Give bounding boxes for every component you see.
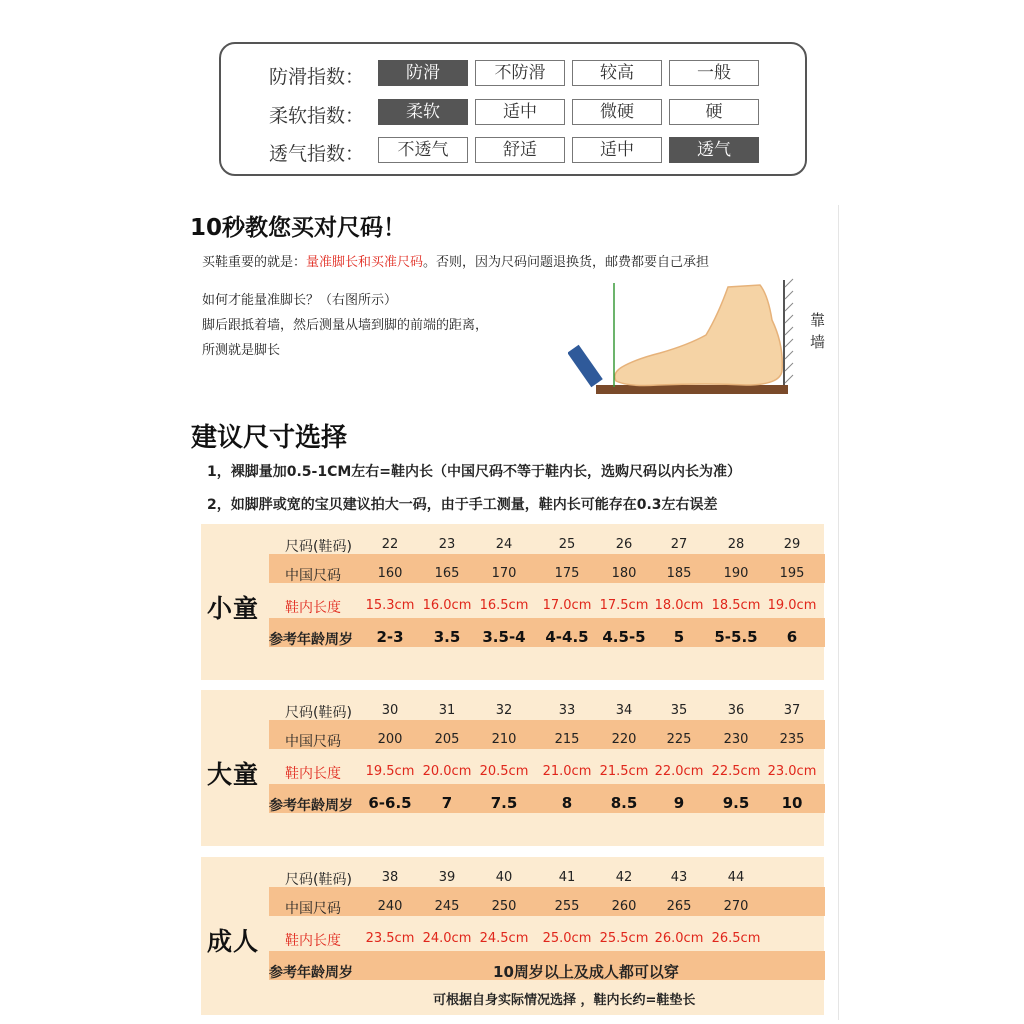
pencil-icon <box>568 345 603 387</box>
table-cell-size: 33 <box>558 703 576 718</box>
how-line-1: 脚后跟抵着墙，然后测量从墙到脚的前端的距离， <box>202 318 489 333</box>
table-cell-cn: 195 <box>779 566 805 581</box>
intro-suffix: 。否则，因为尺码问题退换货，邮费都要自己承担 <box>423 255 710 270</box>
table-cell-cn: 200 <box>377 732 403 747</box>
table-cell-age: 3.5-4 <box>482 628 526 646</box>
table-cell-length: 21.0cm <box>542 764 592 779</box>
table-cell-length: 18.5cm <box>711 598 761 613</box>
table-cell-length: 20.0cm <box>422 764 472 779</box>
row-label-cn: 中国尺码 <box>285 734 341 750</box>
softness-option-4: 硬 <box>669 99 759 125</box>
row-label-age: 参考年龄周岁 <box>269 798 353 814</box>
row-label-age: 参考年龄周岁 <box>269 965 353 981</box>
intro-title: 10秒教您买对尺码！ <box>190 215 407 241</box>
intro-line <box>202 251 709 270</box>
table-cell-size: 38 <box>381 870 399 885</box>
index-box <box>219 42 807 176</box>
intro-prefix: 买鞋重要的就是： <box>202 255 307 270</box>
table-cell-cn: 265 <box>666 899 692 914</box>
table-title: 大童 <box>207 760 260 789</box>
slip-index-row <box>221 60 805 90</box>
table-cell-age: 6-6.5 <box>368 794 412 812</box>
table-cell-size: 32 <box>495 703 513 718</box>
table-cell-cn: 205 <box>434 732 460 747</box>
how-line-2: 所测就是脚长 <box>202 343 281 358</box>
table-cell-size: 35 <box>670 703 688 718</box>
wall-hatch <box>785 279 793 383</box>
softness-index-label: 柔软指数： <box>269 105 365 127</box>
wall-char-2: 墙 <box>810 333 826 351</box>
softness-option-1: 柔软 <box>378 99 468 125</box>
table-cell-age: 8 <box>561 794 573 812</box>
size-table-2 <box>201 690 824 846</box>
wall-label <box>810 309 825 353</box>
table-cell-cn: 240 <box>377 899 403 914</box>
breath-option-1: 不透气 <box>378 137 468 163</box>
table-cell-cn: 270 <box>723 899 749 914</box>
advice-title: 建议尺寸选择 <box>191 423 348 453</box>
table-cell-size: 23 <box>438 537 456 552</box>
table-cell-size: 31 <box>438 703 456 718</box>
table-cell-cn: 235 <box>779 732 805 747</box>
table-cell-cn: 210 <box>491 732 517 747</box>
table-cell-size: 25 <box>558 537 576 552</box>
how-title: 如何才能量准脚长？（右图所示） <box>202 293 398 308</box>
table-cell-length: 24.0cm <box>422 931 472 946</box>
table-cell-length: 19.0cm <box>767 598 817 613</box>
table-cell-size: 29 <box>783 537 801 552</box>
advice-line-2: 2，如脚胖或宽的宝贝建议拍大一码，由于手工测量，鞋内长可能存在0.3左右误差 <box>207 497 718 513</box>
softness-index-row <box>221 99 805 129</box>
table-cell-age: 8.5 <box>610 794 638 812</box>
slip-option-4: 一般 <box>669 60 759 86</box>
table-cell-size: 27 <box>670 537 688 552</box>
breathability-index-label: 透气指数： <box>269 143 365 165</box>
table-cell-age: 10 <box>781 794 803 812</box>
table-cell-cn: 230 <box>723 732 749 747</box>
table-cell-length: 25.0cm <box>542 931 592 946</box>
table-cell-age: 3.5 <box>433 628 461 646</box>
table-cell-size: 22 <box>381 537 399 552</box>
slip-index-label: 防滑指数： <box>269 66 365 88</box>
table-cell-length: 24.5cm <box>479 931 529 946</box>
table-cell-size: 36 <box>727 703 745 718</box>
row-label-size: 尺码(鞋码) <box>285 872 352 888</box>
table-cell-age: 7.5 <box>490 794 518 812</box>
footer-note: 可根据自身实际情况选择 ，鞋内长约=鞋垫长 <box>433 993 696 1008</box>
table-cell-size: 34 <box>615 703 633 718</box>
row-label-size: 尺码(鞋码) <box>285 705 352 721</box>
table-cell-length: 16.5cm <box>479 598 529 613</box>
table-cell-length: 17.0cm <box>542 598 592 613</box>
row-label-cn: 中国尺码 <box>285 901 341 917</box>
table-cell-length: 22.5cm <box>711 764 761 779</box>
table-cell-length: 26.0cm <box>654 931 704 946</box>
table-cell-length: 21.5cm <box>599 764 649 779</box>
breath-option-3: 适中 <box>572 137 662 163</box>
row-label-length: 鞋内长度 <box>285 933 341 949</box>
table-cell-length: 25.5cm <box>599 931 649 946</box>
table-cell-age: 9 <box>673 794 685 812</box>
table-cell-size: 44 <box>727 870 745 885</box>
row-label-length: 鞋内长度 <box>285 766 341 782</box>
table-cell-length: 23.0cm <box>767 764 817 779</box>
table-cell-age: 4.5-5 <box>602 628 646 646</box>
breathability-index-row <box>221 137 805 167</box>
breath-option-4: 透气 <box>669 137 759 163</box>
table-cell-length: 18.0cm <box>654 598 704 613</box>
table-cell-length: 19.5cm <box>365 764 415 779</box>
table-cell-size: 30 <box>381 703 399 718</box>
table-cell-cn: 180 <box>611 566 637 581</box>
slip-option-1: 防滑 <box>378 60 468 86</box>
foot-measure-illustration <box>568 275 838 400</box>
table-cell-cn: 220 <box>611 732 637 747</box>
wall-char-1: 靠 <box>810 311 826 329</box>
table-cell-age: 9.5 <box>722 794 750 812</box>
table-cell-size: 28 <box>727 537 745 552</box>
slip-option-2: 不防滑 <box>475 60 565 86</box>
table-cell-size: 26 <box>615 537 633 552</box>
table-cell-size: 24 <box>495 537 513 552</box>
softness-option-3: 微硬 <box>572 99 662 125</box>
table-cell-size: 41 <box>558 870 576 885</box>
table-cell-age: 6 <box>786 628 798 646</box>
table-cell-length: 26.5cm <box>711 931 761 946</box>
intro-highlight: 量准脚长和买准尺码 <box>306 255 424 270</box>
table-cell-size: 43 <box>670 870 688 885</box>
floor-board <box>596 385 788 394</box>
table-cell-cn: 165 <box>434 566 460 581</box>
table-cell-age: 7 <box>441 794 453 812</box>
row-label-age: 参考年龄周岁 <box>269 632 353 648</box>
divider-line <box>838 205 839 1020</box>
table-cell-cn: 160 <box>377 566 403 581</box>
table-cell-length: 22.0cm <box>654 764 704 779</box>
table-cell-cn: 225 <box>666 732 692 747</box>
age-note: 10周岁以上及成人都可以穿 <box>493 963 679 981</box>
table-cell-cn: 215 <box>554 732 580 747</box>
breath-option-2: 舒适 <box>475 137 565 163</box>
table-cell-length: 20.5cm <box>479 764 529 779</box>
table-cell-length: 15.3cm <box>365 598 415 613</box>
table-cell-age: 5 <box>673 628 685 646</box>
table-cell-size: 37 <box>783 703 801 718</box>
slip-option-3: 较高 <box>572 60 662 86</box>
table-cell-cn: 185 <box>666 566 692 581</box>
table-cell-length: 17.5cm <box>599 598 649 613</box>
row-label-cn: 中国尺码 <box>285 568 341 584</box>
foot-shape <box>615 285 782 386</box>
table-cell-cn: 260 <box>611 899 637 914</box>
table-cell-size: 42 <box>615 870 633 885</box>
table-cell-cn: 190 <box>723 566 749 581</box>
table-cell-size: 39 <box>438 870 456 885</box>
table-cell-size: 40 <box>495 870 513 885</box>
row-label-length: 鞋内长度 <box>285 600 341 616</box>
row-label-size: 尺码(鞋码) <box>285 539 352 555</box>
table-title: 成人 <box>207 927 260 956</box>
table-cell-cn: 175 <box>554 566 580 581</box>
softness-option-2: 适中 <box>475 99 565 125</box>
table-cell-length: 23.5cm <box>365 931 415 946</box>
table-cell-cn: 245 <box>434 899 460 914</box>
table-cell-cn: 170 <box>491 566 517 581</box>
table-cell-age: 2-3 <box>376 628 404 646</box>
table-cell-length: 16.0cm <box>422 598 472 613</box>
size-table-1 <box>201 524 824 680</box>
table-cell-age: 5-5.5 <box>714 628 758 646</box>
advice-line-1: 1，裸脚量加0.5-1CM左右=鞋内长（中国尺码不等于鞋内长，选购尺码以内长为准） <box>207 464 742 480</box>
table-cell-age: 4-4.5 <box>545 628 589 646</box>
table-cell-cn: 255 <box>554 899 580 914</box>
table-title: 小童 <box>207 594 260 623</box>
table-cell-cn: 250 <box>491 899 517 914</box>
